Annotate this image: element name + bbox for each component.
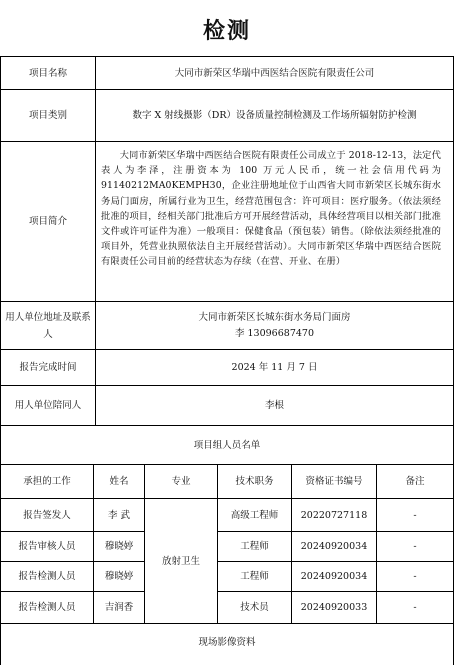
label-project-category: 项目类别 <box>28 110 67 121</box>
table-row-1-title: 高级工程师 <box>230 509 279 521</box>
video-section-label: 现场影像资料 <box>198 636 256 648</box>
table-row-3-title: 工程师 <box>240 571 269 582</box>
table-row-1-note: - <box>413 509 417 521</box>
column-header-major: 专业 <box>171 476 191 487</box>
table-row-1-name: 李 武 <box>107 509 131 521</box>
table-row-2-note: - <box>413 541 417 552</box>
column-header-cert: 资格证书编号 <box>305 476 363 487</box>
column-header-title: 技术职务 <box>235 476 274 487</box>
table-row-4-work: 报告检测人员 <box>18 602 76 613</box>
column-header-work: 承担的工作 <box>23 476 71 487</box>
table-row-2-title: 工程师 <box>240 541 269 552</box>
contact-text: 李 13096687470 <box>234 327 314 339</box>
column-header-name: 姓名 <box>109 476 129 487</box>
table-row-3-work: 报告检测人员 <box>18 571 76 582</box>
page-title: 检测 <box>202 18 251 44</box>
table-row-2-name: 穆晓婷 <box>104 541 134 552</box>
value-accompanying: 李根 <box>264 400 284 411</box>
value-project-category: 数字 X 射线摄影（DR）设备质量控制检测及工作场所辐射防护检测 <box>132 110 417 121</box>
table-row-3-name: 穆晓婷 <box>104 571 134 582</box>
table-row-1-cert: 20220727118 <box>300 509 368 521</box>
value-project-intro: 大同市新荣区华瑞中西医结合医院有限责任公司成立于 2018-12-13，法定代表人为李泽，注册资本为 100 万元人民币，统一社会信用代码为 91140212MA0KEMPH30，企业注册地址位于山西省大同市新荣区长城东街水务局门面房，所属行业为卫生，经营范围包含：许可项目：医疗服务。（依法须经批准的项目，经相关部门批准后方可开展经营活动，具体经营项目以相关部门批准文件或许可证件为准）一般项目：保健食品（预包装）销售。（除依法须经批准的项目外，凭营业执照依法自主开展经营活动）。大同市新荣区华瑞中西医结合医院有限责任公司目前的经营状态为存续（在营、开业、在册） <box>101 150 441 268</box>
value-report-date: 2024 年 11 月 7 日 <box>231 362 318 373</box>
table-row-3-cert: 20240920034 <box>300 571 368 582</box>
table-row-4-cert: 20240920033 <box>300 602 368 613</box>
table-row-4-title: 技术员 <box>240 602 269 613</box>
table-row-2-work: 报告审核人员 <box>18 541 76 552</box>
personnel-header: 项目组人员名单 <box>193 439 261 451</box>
column-header-note: 备注 <box>405 476 425 487</box>
value-client-address <box>96 302 453 349</box>
address-text: 大同市新荣区长城东街水务局门面房 <box>198 311 351 323</box>
table-row-4-note: - <box>413 602 417 613</box>
label-project-intro: 项目简介 <box>28 216 67 227</box>
label-report-date: 报告完成时间 <box>19 362 77 373</box>
table-row-3-note: - <box>413 571 417 582</box>
label-accompanying: 用人单位陪同人 <box>14 400 82 411</box>
value-project-name: 大同市新荣区华瑞中西医结合医院有限责任公司 <box>174 67 375 79</box>
table-row-4-name: 吉润香 <box>104 602 134 613</box>
label-client-address: 用人单位地址及联系人 <box>5 311 91 340</box>
label-project-name: 项目名称 <box>28 67 67 79</box>
table-row-1-work: 报告签发人 <box>23 509 71 521</box>
major-merged-cell: 放射卫生 <box>161 555 200 567</box>
table-row-2-cert: 20240920034 <box>300 541 368 552</box>
